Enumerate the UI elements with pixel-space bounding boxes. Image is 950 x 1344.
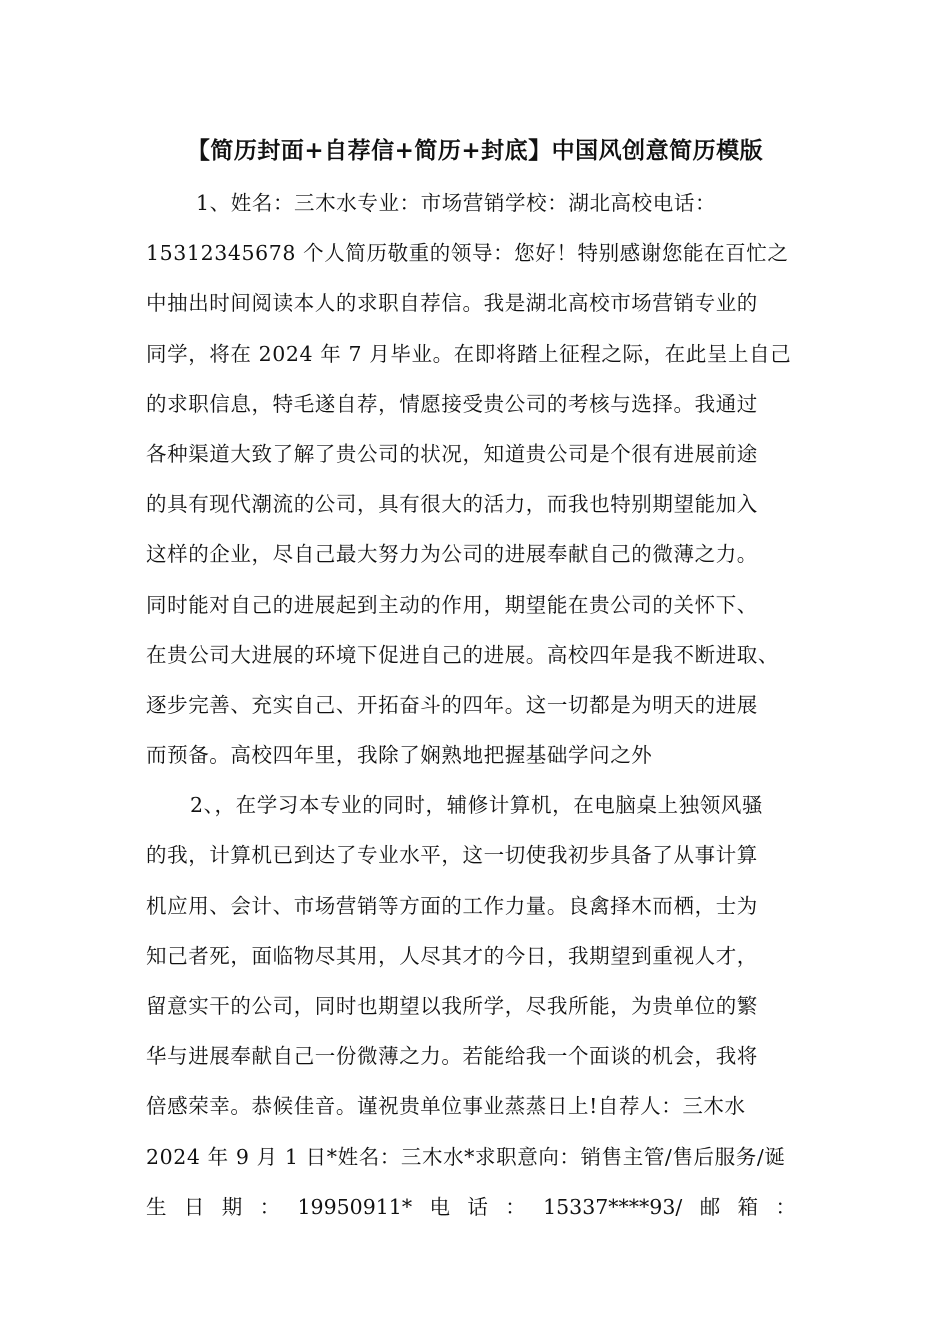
contact-word: 日 [183, 1194, 205, 1219]
paragraph-line: 留意实干的公司，同时也期望以我所学，尽我所能，为贵单位的繁 [146, 994, 758, 1018]
paragraph-line: 而预备。高校四年里，我除了娴熟地把握基础学问之外 [146, 743, 653, 768]
paragraph-line: 同时能对自己的进展起到主动的作用，期望能在贵公司的关怀下、 [146, 592, 758, 617]
contact-word: 生 [146, 1194, 167, 1219]
paragraph-line: 知己者死，面临物尽其用，人尽其才的今日，我期望到重视人才， [146, 943, 758, 968]
paragraph-line: 2、，在学习本专业的同时，辅修计算机，在电脑桌上独领风骚 [190, 793, 764, 818]
paragraph-line: 1、姓名：三木水专业：市场营销学校：湖北高校电话： [196, 191, 717, 215]
contact-word: 邮 [699, 1194, 721, 1219]
paragraph-line: 机应用、会计、市场营销等方面的工作力量。良禽择木而栖，士为 [146, 893, 758, 918]
paragraph-line: 同学，将在 2024 年 7 月毕业。在即将踏上征程之际，在此呈上自己 [146, 341, 792, 366]
contact-word: 话 [467, 1194, 488, 1219]
paragraph-line: 的具有现代潮流的公司，具有很大的活力，而我也特别期望能加入 [146, 492, 758, 517]
paragraph-line: 逐步完善、充实自己、开拓奋斗的四年。这一切都是为明天的进展 [146, 692, 758, 717]
contact-word: 电 [429, 1194, 450, 1219]
paragraph-line: 的求职信息，特毛遂自荐，情愿接受贵公司的考核与选择。我通过 [146, 391, 758, 416]
document-body [146, 185, 826, 1239]
phone-value: 15337****93/ [543, 1194, 683, 1219]
paragraph-line: 15312345678 个人简历敬重的领导：您好！特别感谢您能在百忙之 [146, 241, 789, 266]
paragraph-line: 中抽出时间阅读本人的求职自荐信。我是湖北高校市场营销专业的 [146, 291, 758, 316]
paragraph-line: 在贵公司大进展的环境下促进自己的进展。高校四年是我不断进取、 [146, 642, 779, 667]
contact-word: ： [259, 1194, 281, 1219]
paragraph-line: 倍感荣幸。恭候佳音。谨祝贵单位事业蒸蒸日上!自荐人：三木水 [146, 1094, 746, 1119]
paragraph-line: 的我，计算机已到达了专业水平，这一切使我初步具备了从事计算 [146, 843, 758, 868]
paragraph-line: 华与进展奉献自己一份微薄之力。若能给我一个面谈的机会，我将 [146, 1044, 758, 1069]
paragraph-line: 这样的企业，尽自己最大努力为公司的进展奉献自己的微薄之力。 [146, 542, 758, 567]
birthdate-value: 19950911* [297, 1194, 413, 1219]
contact-word: ： [775, 1194, 796, 1219]
contact-word: 箱 [737, 1194, 759, 1219]
paragraph-line: 各种渠道大致了解了贵公司的状况，知道贵公司是个很有进展前途 [146, 441, 758, 466]
contact-word: 期 [221, 1194, 243, 1219]
paragraph-line: 2024 年 9 月 1 日*姓名：三木水*求职意向：销售主管/售后服务/诞 [146, 1144, 786, 1169]
document-title: 【简历封面+自荐信+简历+封底】中国风创意简历模版 [186, 137, 764, 164]
contact-line [146, 1189, 796, 1239]
contact-word: ： [505, 1194, 526, 1219]
